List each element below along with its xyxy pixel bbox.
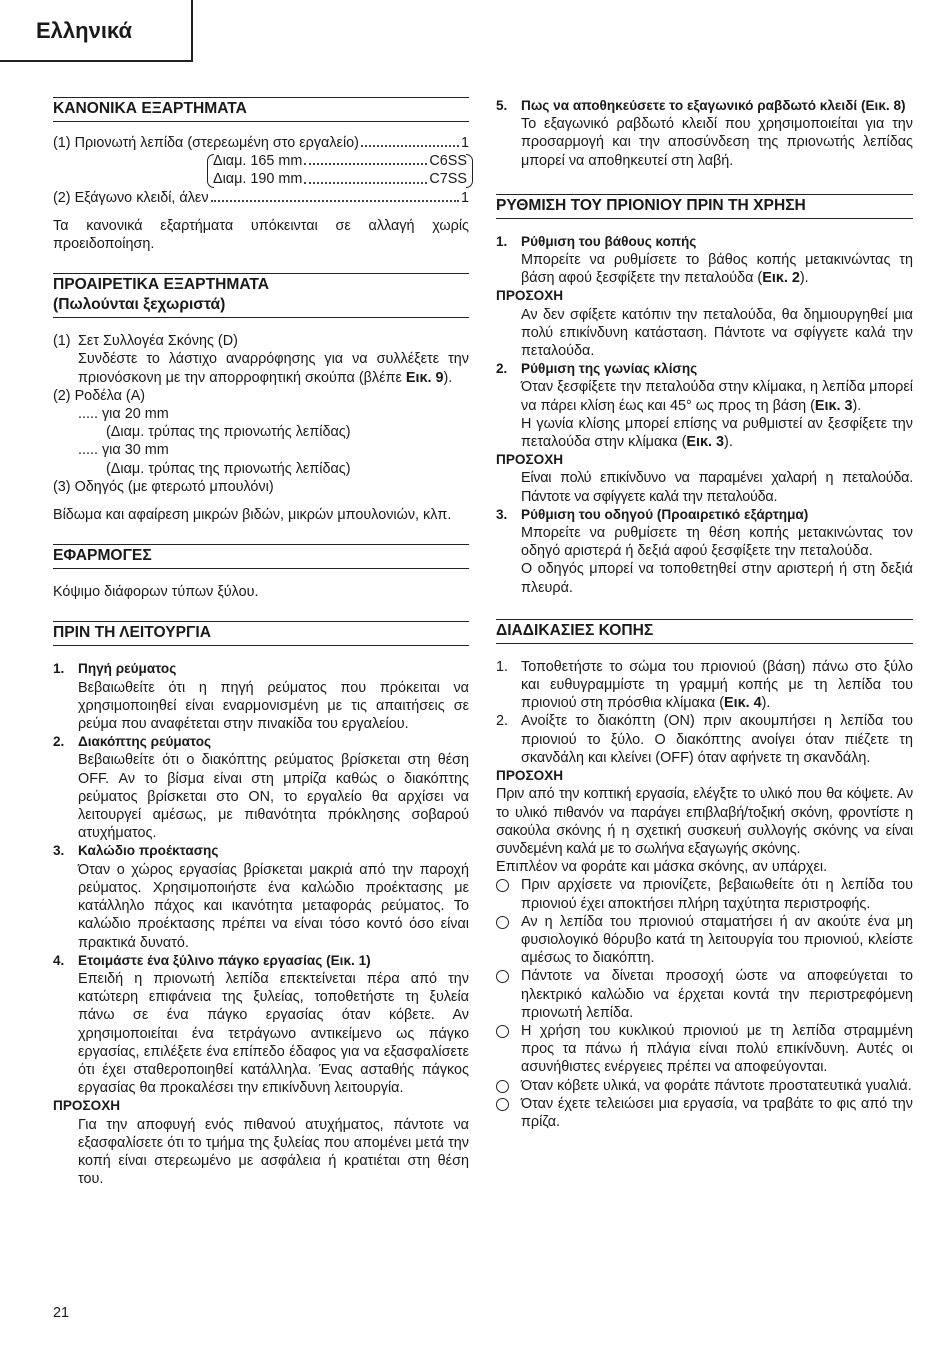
bevel-angle-text-2: Η γωνία κλίσης μπορεί επίσης να ρυθμιστεί αν ξεσφίξετε την πεταλούδα στην κλίμακα (Εικ. 3). [521, 415, 913, 451]
washer-20-note: (Διαμ. τρύπας της πριονωτής λεπίδας) [106, 424, 351, 441]
safety-bullet: Όταν κόβετε υλικά, να φοράτε πάντοτε προστατευτικά γυαλιά. [496, 1077, 913, 1095]
cut-depth-text: Μπορείτε να ρυθμίσετε το βάθος κοπής μετακινώντας τη βάση αφού ξεσφίξετε την πεταλούδα (Εικ. 2). [521, 252, 913, 287]
safety-bullet: Πριν αρχίσετε να πριονίζετε, βεβαιωθείτε ότι η λεπίδα του πριονιού έχει αποκτήσει πλήρη ταχύτητα περιστροφής. [496, 876, 913, 912]
prior-operation-heading: ΠΡΙΝ ΤΗ ΛΕΙΤΟΥΡΓΙΑ [53, 621, 469, 646]
left-column [53, 97, 469, 1188]
circle-bullet-icon [496, 916, 509, 929]
caution-text: Για την αποφυγή ενός πιθανού ατυχήματος, πάντοτε να εξασφαλίσετε ότι το τμήμα της ξυλείας που απομένει μετά την κοπή είναι στερεωμένο με ασφάλεια ή κρατιέται στη θέση του. [78, 1116, 469, 1188]
standard-note: Τα κανονικά εξαρτήματα υπόκεινται σε αλλαγή χωρίς προειδοποίηση. [53, 217, 469, 253]
optional-item-2: (2) Ροδέλα (A) [53, 387, 146, 404]
optional-item-3: (3) Οδηγός (με φτερωτό μπουλόνι) [53, 478, 274, 495]
safety-bullet: Πάντοτε να δίνεται προσοχή ώστε να αποφεύγεται το ηλεκτρικό καλώδιο να έρχεται κοντά την περιστρεφόμενη πριονωτή λεπίδα. [496, 967, 913, 1022]
blade-diameter-list [213, 152, 467, 188]
guide-text: Μπορείτε να ρυθμίσετε τη θέση κοπής μετακινώντας τον οδηγό αριστερά ή δεξιά αφού ξεσφίξετε την πεταλούδα. [521, 525, 913, 560]
store-wrench-text: Το εξαγωνικό ραβδωτό κλειδί που χρησιμοποιείται για την προσαρμογή και την αποσύνδεση της πριονωτής λεπίδας μπορεί να αποθηκευτεί στη λαβή. [521, 116, 913, 169]
caution-label: ΠΡΟΣΟΧΗ [496, 768, 564, 784]
washer-30-note: (Διαμ. τρύπας της πριονωτής λεπίδας) [106, 460, 351, 477]
diameter-165: Διαμ. 165 mm C6SS [213, 153, 467, 170]
standard-item-2: (2) Εξάγωνο κλειδί, άλεν 1 [53, 189, 469, 206]
circle-bullet-icon [496, 879, 509, 892]
standard-item-1: (1) Πριονωτή λεπίδα (στερεωμένη στο εργαλείο) 1 [53, 135, 469, 151]
cutting-caution-text-2: Επιπλέον να φοράτε και μάσκα σκόνης, αν υπάρχει. [496, 859, 828, 876]
guide-text-2: Ο οδηγός μπορεί να τοποθετηθεί στην αριστερή ή στη δεξιά πλευρά. [521, 561, 913, 596]
optional-note: Βίδωμα και αφαίρεση μικρών βιδών, μικρών μπουλονιών, κλπ. [53, 507, 452, 524]
circle-bullet-icon [496, 1080, 509, 1093]
power-source-title: 1. Πηγή ρεύματος [53, 661, 177, 677]
safety-bullet-list [496, 876, 913, 1131]
circle-bullet-icon [496, 1098, 509, 1111]
extension-cord-title: 3. Καλώδιο προέκτασης [53, 843, 219, 859]
guide-title: 3. Ρύθμιση του οδηγού (Προαιρετικό εξάρτημα) [496, 506, 809, 522]
safety-bullet: Όταν έχετε τελειώσει μια εργασία, να τραβάτε το φις από την πρίζα. [496, 1095, 913, 1131]
applications-text: Κόψιμο διάφορων τύπων ξύλου. [53, 584, 259, 601]
workbench-text: Επειδή η πριονωτή λεπίδα επεκτείνεται πέρα από την κατώτερη επιφάνεια της ξυλείας, τοποθετήστε τη ξυλεία πάνω σε ένα πάγκο εργασίας όταν κόβετε. Αν χρησιμοποιείται ένα τετράγωνο αντικείμενο ως πάγκο εργασίας, επιλέξετε ένα επίπεδο έδαφος για να εξασφαλίσετε ότι έχει σταθεροποιηθεί κατάλληλα. Ένας ασταθής πάγκος εργασίας θα προκαλέσει την επικίνδυνη λειτουργία. [78, 970, 469, 1097]
power-switch-text: Βεβαιωθείτε ότι ο διακόπτης ρεύματος βρίσκεται στη θέση OFF. Αν το βίσμα είναι στη μπρίζα καθώς ο διακόπτης ρεύματος βρίσκεται στο ON, το εργαλείο θα αρχίσει να λειτουργεί αμέσως, με πιθανότητα πρόκλησης σοβαρού ατυχήματος. [78, 752, 469, 842]
cutting-caution-text: Πριν από την κοπτική εργασία, ελέγξτε το υλικό που θα κόψετε. Αν το υλικό πιθανόν να παράγει επιβλαβή/τοξική σκόνη, φροντίστε η σακούλα σκόνης ή η σχετική συσκευή συλλογής σκόνης να είναι συνδεμένη καλά με το σωλήνα εξαγωγής σκόνης. [496, 786, 913, 857]
diameter-190: Διαμ. 190 mm C7SS [213, 171, 467, 188]
caution-label: ΠΡΟΣΟΧΗ [496, 288, 564, 304]
cutting-step-1: 1. Τοποθετήστε το σώμα του πριονιού (βάση) πάνω στο ξύλο και ευθυγραμμίστε τη γραμμή κοπής με τη λεπίδα του πριονιού στη πρόσθια κλίμακα (Εικ. 4). [496, 658, 913, 712]
caution-text: Είναι πολύ επικίνδυνο να παραμένει χαλαρή η πεταλούδα. Πάντοτε να σφίγγετε καλά την πεταλούδα. [521, 470, 913, 505]
optional-item-1: (1) Σετ Συλλογέα Σκόνης (D) Συνδέστε το λάστιχο αναρρόφησης για να συλλέξετε την πριονόσκονη με την απορροφητική σκούπα (βλέπε Εικ. 9). [53, 333, 469, 386]
bevel-angle-text: Όταν ξεσφίξετε την πεταλούδα στην κλίμακα, η λεπίδα μπορεί να πάρει κλίση έως και 45° ως προς τη βάση (Εικ. 3). [521, 379, 913, 414]
right-column [496, 97, 913, 1131]
cutting-heading: ΔΙΑΔΙΚΑΣΙΕΣ ΚΟΠΗΣ [496, 619, 913, 644]
caution-text: Αν δεν σφίξετε κατόπιν την πεταλούδα, θα δημιουργηθεί μια πολύ επικίνδυνη κατάσταση. Πάντοτε να σφίγγετε καλά την πεταλούδα. [521, 306, 913, 360]
safety-bullet: Αν η λεπίδα του πριονιού σταματήσει ή αν ακούτε ένα μη φυσιολογικό θόρυβο κατά τη λειτουργία του πριονιού, κλείστε αμέσως το διακόπτη. [496, 913, 913, 968]
cutting-step-2: 2. Ανοίξτε το διακόπτη (ON) πριν ακουμπήσει η λεπίδα του πριονιού το ξύλο. Ο διακόπτης ανοίγει όταν πιέζετε τη σκανδάλη και κλείνει (OFF) όταν αφήνετε τη σκανδάλη. [496, 713, 913, 766]
power-switch-title: 2. Διακόπτης ρεύματος [53, 734, 212, 750]
caution-label: ΠΡΟΣΟΧΗ [53, 1098, 121, 1114]
washer-20: ..... για 20 mm [78, 406, 169, 423]
language-label: Ελληνικά [36, 18, 132, 43]
circle-bullet-icon [496, 970, 509, 983]
caution-label: ΠΡΟΣΟΧΗ [496, 452, 564, 468]
circle-bullet-icon [496, 1025, 509, 1038]
standard-accessories-heading: ΚΑΝΟΝΙΚΑ ΕΞΑΡΤΗΜΑΤΑ [53, 97, 469, 122]
power-source-text: Βεβαιωθείτε ότι η πηγή ρεύματος που πρόκειται να χρησιμοποιηθεί είναι εναρμονισμένη με τις απαιτήσεις σε ρεύμα που αναφέτεται στην πινακίδα του εργαλείου. [78, 679, 469, 733]
standard-accessories-list [53, 134, 469, 207]
page-number: 21 [53, 1305, 70, 1321]
extension-cord-text: Όταν ο χώρος εργασίας βρίσκεται μακριά από την παροχή ρεύματος. Χρησιμοποιήστε ένα καλώδιο προέκτασης με κατάλληλο πάχος και ικανότητα μεταφοράς ρεύματος. Το καλώδιο προέκτασης πρέπει να είναι τόσο κοντό όσο είναι πρακτικά δυνατό. [78, 861, 469, 951]
store-wrench-title: 5. Πως να αποθηκεύσετε το εξαγωνικό ραβδωτό κλειδί (Εικ. 8) [496, 98, 906, 113]
cut-depth-title: 1. Ρύθμιση του βάθους κοπής [496, 233, 697, 249]
washer-30: ..... για 30 mm [78, 442, 169, 459]
optional-accessories-heading: ΠΡΟΑΙΡΕΤΙΚΑ ΕΞΑΡΤΗΜΑΤΑ (Πωλούνται ξεχωριστά) [53, 273, 469, 318]
adjust-heading: ΡΥΘΜΙΣΗ ΤΟΥ ΠΡΙΟΝΙΟΥ ΠΡΙΝ ΤΗ ΧΡΗΣΗ [496, 194, 913, 219]
safety-bullet: Η χρήση του κυκλικού πριονιού με τη λεπίδα στραμμένη προς τα πάνω ή πλάγια είναι πολύ επικίνδυνη. Αυτές οι ασυνήθιστες ενέργειες πρέπει να αποφεύγονται. [496, 1022, 913, 1077]
bevel-angle-title: 2. Ρύθμιση της γωνίας κλίσης [496, 361, 698, 377]
workbench-title: 4. Ετοιμάστε ένα ξύλινο πάγκο εργασίας (Εικ. 1) [53, 952, 371, 968]
applications-heading: ΕΦΑΡΜΟΓΕΣ [53, 544, 469, 569]
language-tab [0, 0, 193, 62]
